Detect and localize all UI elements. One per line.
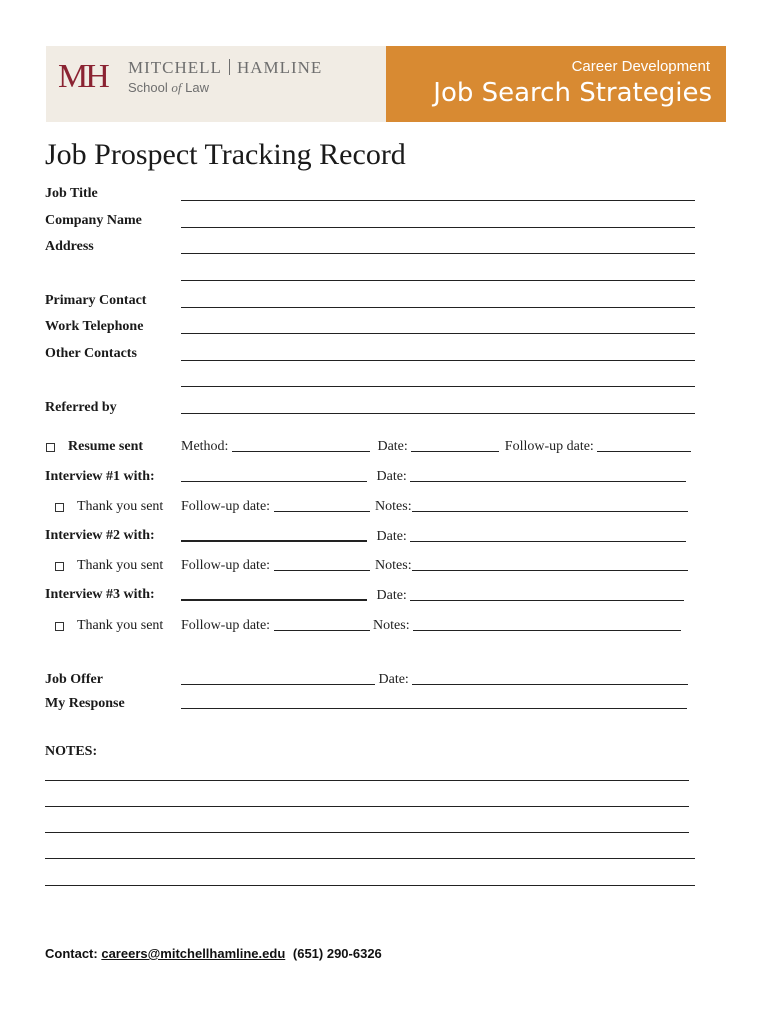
- other-contacts-label: Other Contacts: [45, 346, 137, 361]
- school-subtitle-of: of: [171, 80, 182, 95]
- thank-you-3-notes-label: Notes:: [373, 618, 410, 633]
- school-logo-mark: MH: [58, 58, 107, 95]
- thank-you-3-notes-field[interactable]: [413, 618, 681, 631]
- school-name-part-1: MITCHELL: [128, 58, 222, 77]
- my-response-row: [181, 696, 687, 712]
- series-panel: [386, 46, 726, 122]
- referred-by-label: Referred by: [45, 400, 117, 415]
- interview-1-with-field[interactable]: [181, 469, 367, 482]
- job-offer-date-field[interactable]: [412, 672, 688, 685]
- thank-you-1-follow-up-label: Follow-up date:: [181, 499, 271, 514]
- primary-contact-field[interactable]: [181, 307, 695, 308]
- primary-contact-label: Primary Contact: [45, 293, 147, 308]
- thank-you-3-follow-up-field[interactable]: [274, 618, 370, 631]
- job-title-label: Job Title: [45, 186, 98, 201]
- method-field[interactable]: [232, 439, 370, 452]
- resume-date-field[interactable]: [411, 439, 499, 452]
- thank-you-1-follow-up-field[interactable]: [274, 499, 370, 512]
- notes-heading: NOTES:: [45, 744, 98, 759]
- interview-1-row: [181, 469, 686, 485]
- notes-line-2[interactable]: [45, 806, 689, 807]
- address-field-line-2[interactable]: [181, 280, 695, 281]
- job-offer-date-label: Date:: [378, 672, 409, 687]
- thank-you-3-row: [181, 618, 681, 634]
- page-title: Job Prospect Tracking Record: [45, 138, 406, 171]
- resume-sent-checkbox[interactable]: [46, 443, 55, 452]
- other-contacts-field-line-2[interactable]: [181, 386, 695, 387]
- referred-by-field[interactable]: [181, 413, 695, 414]
- work-telephone-label: Work Telephone: [45, 319, 144, 334]
- interview-2-label: Interview #2 with:: [45, 528, 155, 543]
- thank-you-1-checkbox[interactable]: [55, 503, 64, 512]
- company-name-field[interactable]: [181, 227, 695, 228]
- interview-2-date-field[interactable]: [410, 529, 686, 542]
- interview-1-date-label: Date:: [376, 469, 407, 484]
- interview-3-date-field[interactable]: [410, 588, 684, 601]
- work-telephone-field[interactable]: [181, 333, 695, 334]
- notes-line-5[interactable]: [45, 885, 695, 886]
- contact-footer: [45, 946, 382, 961]
- logo-divider: [229, 59, 230, 75]
- address-label: Address: [45, 239, 94, 254]
- contact-label: Contact:: [45, 946, 98, 961]
- thank-you-2-label: Thank you sent: [77, 558, 164, 573]
- job-offer-field[interactable]: [181, 672, 375, 685]
- thank-you-3-label: Thank you sent: [77, 618, 164, 633]
- logo-panel: [46, 46, 386, 122]
- interview-1-date-field[interactable]: [410, 469, 686, 482]
- thank-you-2-notes-field[interactable]: [412, 558, 688, 571]
- other-contacts-field-line-1[interactable]: [181, 360, 695, 361]
- department-name: Career Development: [571, 58, 710, 75]
- contact-phone: (651) 290-6326: [292, 946, 382, 961]
- school-name-part-2: HAMLINE: [236, 58, 323, 77]
- thank-you-1-notes-field[interactable]: [412, 499, 688, 512]
- thank-you-1-label: Thank you sent: [77, 499, 164, 514]
- company-name-label: Company Name: [45, 213, 142, 228]
- my-response-field[interactable]: [181, 696, 687, 709]
- resume-sent-row: [181, 439, 691, 455]
- job-offer-row: [181, 672, 688, 688]
- notes-line-1[interactable]: [45, 780, 689, 781]
- interview-3-row: [181, 587, 684, 604]
- school-subtitle-part-1: School: [128, 80, 172, 95]
- thank-you-1-notes-label: Notes:: [375, 499, 412, 514]
- interview-1-label: Interview #1 with:: [45, 469, 155, 484]
- thank-you-2-follow-up-field[interactable]: [274, 558, 370, 571]
- interview-3-date-label: Date:: [376, 588, 407, 603]
- interview-3-label: Interview #3 with:: [45, 587, 155, 602]
- notes-line-3[interactable]: [45, 832, 689, 833]
- address-field-line-1[interactable]: [181, 253, 695, 254]
- resume-sent-label: Resume sent: [68, 439, 144, 454]
- contact-email-link[interactable]: careers@mitchellhamline.edu: [101, 946, 286, 961]
- interview-2-with-field[interactable]: [181, 528, 367, 542]
- school-name: [128, 58, 322, 78]
- method-label: Method:: [181, 439, 229, 454]
- my-response-label: My Response: [45, 696, 125, 711]
- school-subtitle: [128, 80, 209, 96]
- interview-2-row: [181, 528, 686, 545]
- resume-date-label: Date:: [377, 439, 408, 454]
- thank-you-2-row: [181, 558, 688, 574]
- thank-you-2-checkbox[interactable]: [55, 562, 64, 571]
- job-title-field[interactable]: [181, 200, 695, 201]
- interview-3-with-field[interactable]: [181, 587, 367, 601]
- thank-you-3-follow-up-label: Follow-up date:: [181, 618, 271, 633]
- thank-you-3-checkbox[interactable]: [55, 622, 64, 631]
- thank-you-2-notes-label: Notes:: [375, 558, 412, 573]
- series-title: Job Search Strategies: [433, 78, 712, 108]
- notes-line-4[interactable]: [45, 858, 695, 859]
- interview-2-date-label: Date:: [376, 529, 407, 544]
- header-banner: [46, 46, 726, 122]
- thank-you-1-row: [181, 499, 688, 515]
- resume-follow-up-field[interactable]: [597, 439, 691, 452]
- resume-follow-up-label: Follow-up date:: [504, 439, 594, 454]
- school-subtitle-part-2: Law: [181, 80, 209, 95]
- thank-you-2-follow-up-label: Follow-up date:: [181, 558, 271, 573]
- job-offer-label: Job Offer: [45, 672, 103, 687]
